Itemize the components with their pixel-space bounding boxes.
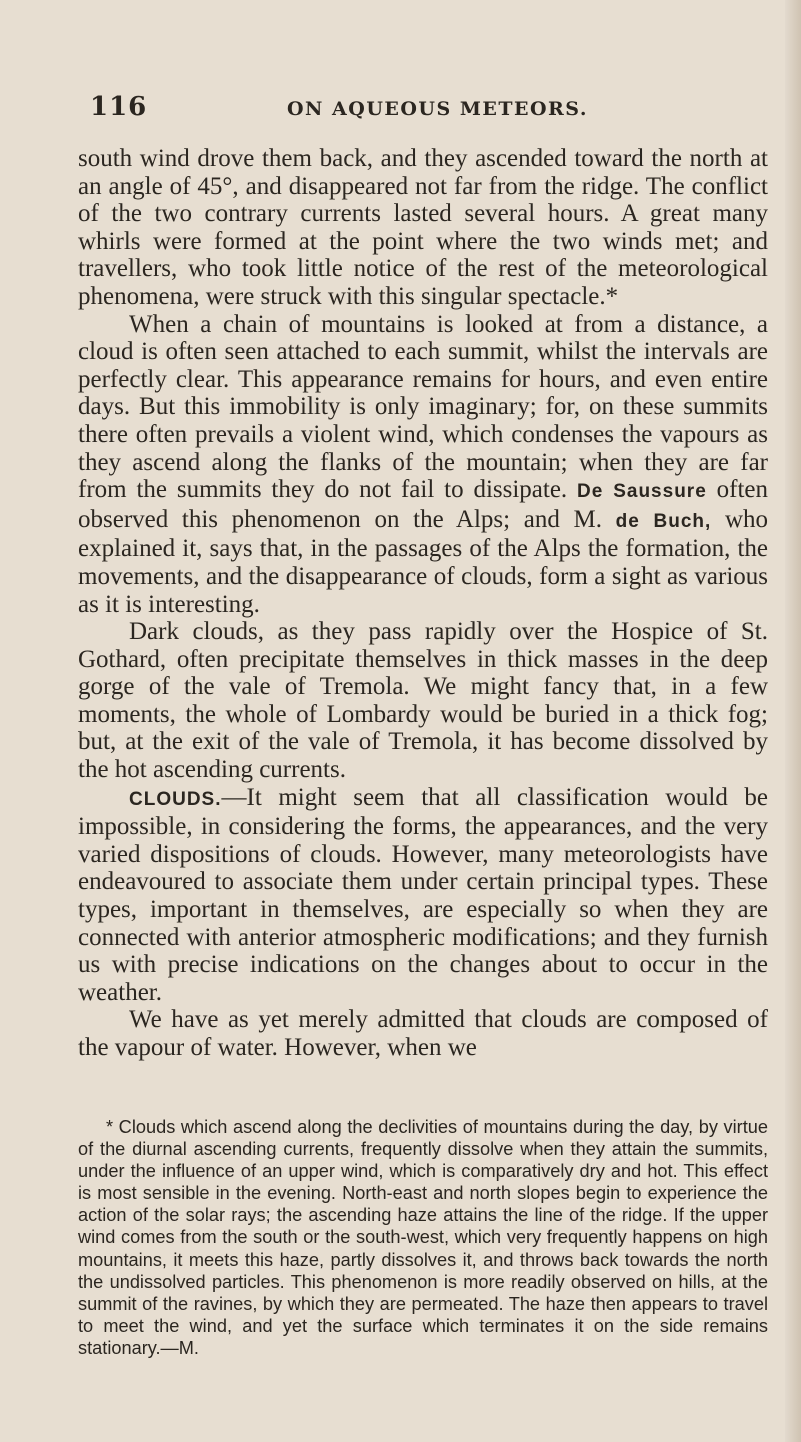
paragraph-5 bbox=[78, 1006, 768, 1061]
paragraph-1 bbox=[78, 145, 768, 311]
page-edge bbox=[785, 0, 801, 1442]
paragraph-2 bbox=[78, 311, 768, 619]
paragraph-3-text: Dark clouds, as they pass rapidly over the Hospice of St. Gothard, often precipitate themselves in thick masses in the deep gorge of the vale of Tremola. We might fancy that, in a few moments, the whole of Lombardy would be buried in a thick fog; but, at the exit of the vale of Tremola, it has become dissolved by the hot ascending currents. bbox=[78, 618, 768, 784]
section-heading-clouds: CLOUDS. bbox=[129, 788, 222, 810]
paragraph-2-text-middle: often observed this phenomenon on the Alps; and M. bbox=[78, 476, 768, 533]
author-name-de-saussure: De Saussure bbox=[577, 481, 707, 503]
paragraph-2-text-before: When a chain of mountains is looked at from a distance, a cloud is often seen attached to each summit, whilst the intervals are perfectly clear. This appearance remains for hours, and even entire days. But this immobility is only imaginary; for, on these summits there often prevails a violent wind, which condenses the vapours as they ascend along the flanks of the mountain; when they are far from the summits they do not fail to dissipate. bbox=[78, 310, 768, 504]
paragraph-5-text: We have as yet merely admitted that clouds are composed of the vapour of water. However, when we bbox=[78, 1006, 768, 1061]
footnote: * Clouds which ascend along the declivities of mountains during the day, by virtue of the diurnal ascending currents, frequently dissolve when they attain the summits, under the influence of an upper wind, which is comparatively dry and hot. This effect is most sensible in the evening. North-east and north slopes begin to experience the action of the solar rays; the ascending haze attains the line of the ridge. If the upper wind comes from the south or the south-west, which very frequently happens on high mountains, it meets this haze, partly dissolves it, and throws back towards the north the undissolved particles. This phenomenon is more readily observed on hills, at the summit of the ravines, by which they are permeated. The haze then appears to travel to meet the wind, and yet the surface which terminates it on the side remains stationary.—M. bbox=[78, 1117, 768, 1358]
paragraph-2-text-after: who explained it, says that, in the passages of the Alps the formation, the movements, and the disappearance of clouds, form a sight as various as it is interesting. bbox=[78, 505, 769, 618]
running-head: ON AQUEOUS METEORS. bbox=[287, 98, 588, 120]
body-text bbox=[78, 145, 768, 1062]
page-header bbox=[90, 92, 780, 128]
page-number: 116 bbox=[90, 92, 148, 122]
paragraph-3 bbox=[78, 618, 768, 784]
paragraph-1-text: south wind drove them back, and they ascended toward the north at an angle of 45°, and disappeared not far from the ridge. The conflict of the two contrary currents lasted several hours. A great many whirls were formed at the point where the two winds met; and travellers, who took little notice of the rest of the meteorological phenomena, were struck with this singular spectacle.* bbox=[78, 145, 768, 310]
author-name-de-buch: de Buch, bbox=[615, 510, 712, 532]
paragraph-4 bbox=[78, 784, 768, 1007]
paragraph-4-text: —It might seem that all classification would be impossible, in considering the forms, the appearances, and the very varied dispositions of clouds. However, many meteorologists have endeavoured to associate them under certain principal types. These types, important in themselves, are especially so when they are connected with anterior atmospheric modifications; and they furnish us with precise indications on the changes about to occur in the weather. bbox=[78, 783, 768, 1006]
